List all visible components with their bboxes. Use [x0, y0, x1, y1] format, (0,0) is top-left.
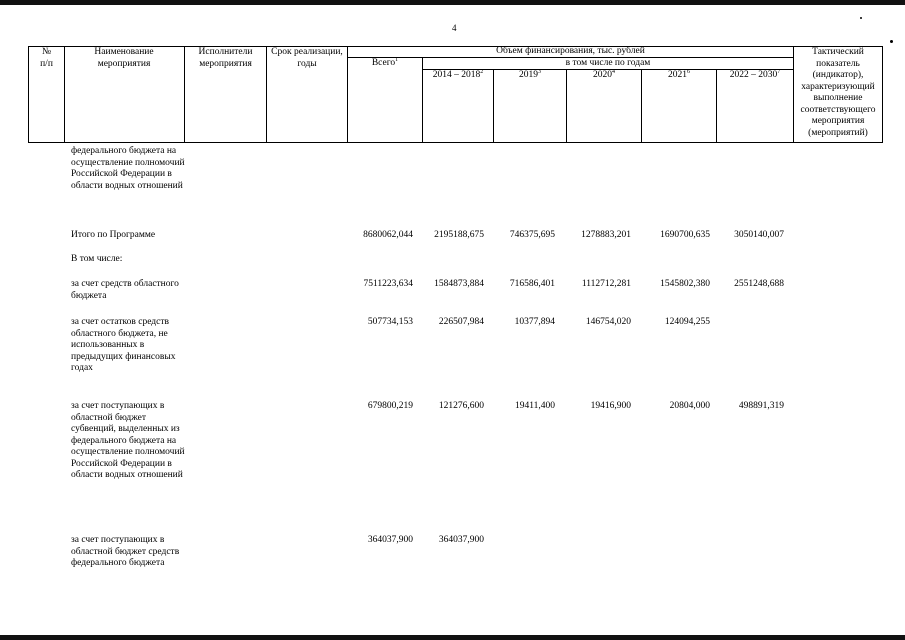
table-header: [28, 46, 883, 143]
row-value: 7511223,634: [363, 279, 413, 289]
bottom-border: [0, 635, 905, 640]
row-value: 146754,020: [585, 317, 631, 327]
row-value: 507734,153: [367, 317, 413, 327]
row-label: федерального бюджета на осуществление полномочий Российской Федерации в области водных отношений: [71, 146, 185, 191]
scan-speck: [890, 40, 893, 43]
row-label: за счет остатков средств областного бюджета, не использованных в предыдущих финансовых годах: [71, 317, 176, 373]
row-value: 3050140,007: [734, 230, 784, 240]
header-no: № п/п: [40, 47, 53, 69]
row-value: 19416,900: [590, 401, 631, 411]
row-value: 2195188,675: [434, 230, 484, 240]
row-label: за счет поступающих в областной бюджет средств федерального бюджета: [71, 535, 180, 568]
header-indicator: Тактический показатель (индикатор), характеризующий выполнение соответствующего мероприятия (мероприятий): [800, 47, 876, 138]
row-value: 10377,894: [514, 317, 555, 327]
header-total: Всего$^1$: [371, 56, 399, 68]
row-value: 1545802,380: [660, 279, 710, 289]
header-year-2014-2018: 2014 – 2018$^2$: [432, 68, 484, 80]
row-label: Итого по Программе: [71, 230, 156, 240]
row-value: 19411,400: [514, 401, 555, 411]
row-label: за счет поступающих в областной бюджет субвенций, выделенных из федерального бюджета на осуществление полномочий Российской Федерации в области водных отношений: [71, 401, 185, 480]
row-value: 1278883,201: [581, 230, 631, 240]
row-value: 1584873,884: [434, 279, 484, 289]
header-funding: Объем финансирования, тыс. рублей: [496, 46, 645, 56]
header-name: Наименование мероприятия: [94, 47, 154, 69]
header-executors: Исполнители мероприятия: [198, 47, 253, 69]
row-value: 20804,000: [669, 401, 710, 411]
row-value: 121276,600: [438, 401, 484, 411]
header-year-2020: 2020$^4$: [593, 68, 615, 80]
row-value: 364037,900: [438, 535, 484, 545]
row-value: 679800,219: [367, 401, 413, 411]
row-value: 226507,984: [438, 317, 484, 327]
page-number: 4: [452, 23, 457, 33]
header-year-2022-2030: 2022 – 2030$^7$: [729, 68, 781, 80]
header-term: Срок реализации, годы: [271, 47, 343, 69]
row-value: 2551248,688: [734, 279, 784, 289]
row-value: 1112712,281: [581, 279, 631, 289]
header-year-2019: 2019$^3$: [519, 68, 541, 80]
top-border: [0, 0, 905, 5]
row-value: 124094,255: [664, 317, 710, 327]
header-by-years: в том числе по годам: [565, 58, 651, 68]
row-value: 716586,401: [509, 279, 555, 289]
row-value: 8680062,044: [363, 230, 413, 240]
row-value: 1690700,635: [660, 230, 710, 240]
header-year-2021: 2021$^6$: [668, 68, 690, 80]
scan-speck: [860, 17, 862, 19]
row-label: за счет средств областного бюджета: [71, 279, 179, 301]
row-value: 498891,319: [738, 401, 784, 411]
row-label: В том числе:: [71, 254, 123, 264]
row-value: 364037,900: [367, 535, 413, 545]
row-value: 746375,695: [509, 230, 555, 240]
